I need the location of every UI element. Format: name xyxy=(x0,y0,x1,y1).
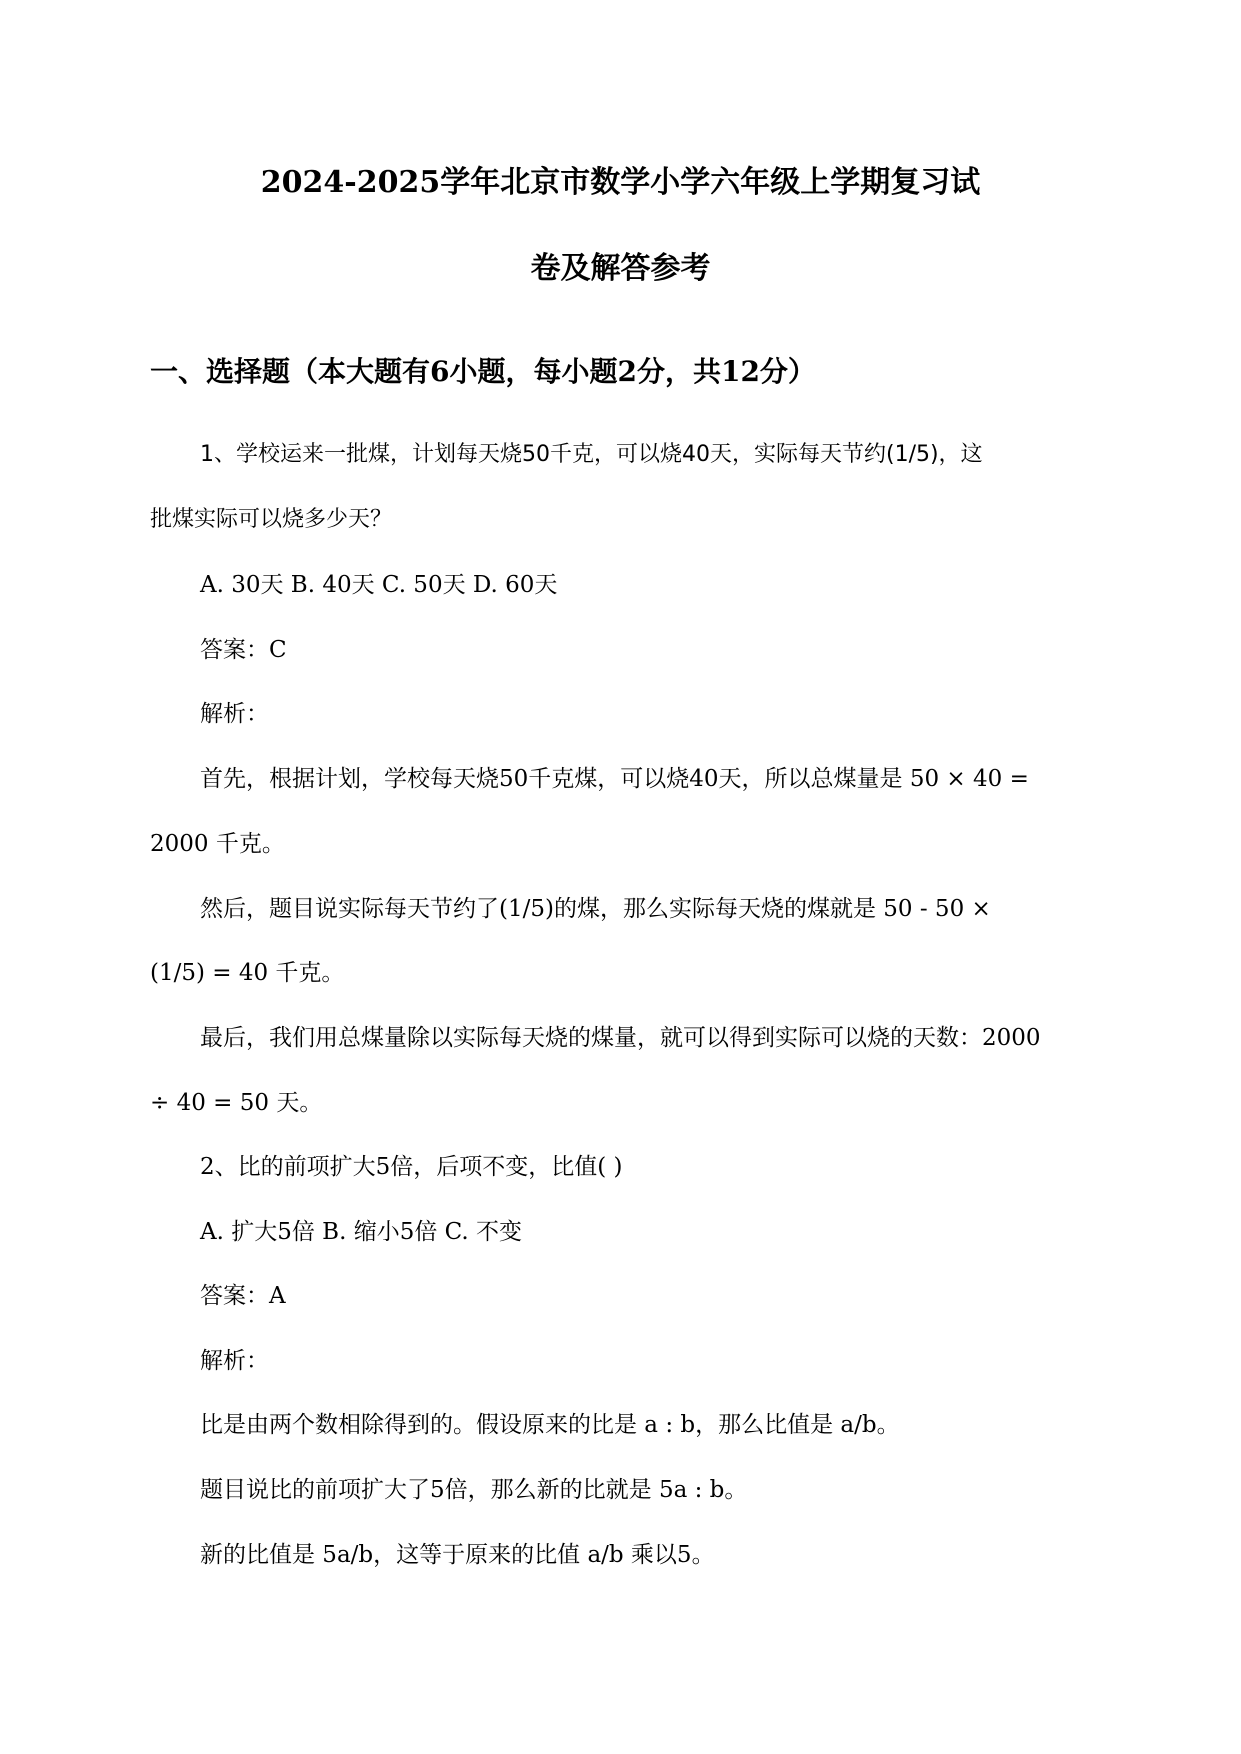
question-2-analysis-line: 题目说比的前项扩大了5倍，那么新的比就是 5a : b。 xyxy=(200,1477,748,1503)
question-1-analysis-label: 解析： xyxy=(200,701,269,727)
question-2-analysis-label: 解析： xyxy=(200,1348,269,1374)
question-1-options: A. 30天 B. 40天 C. 50天 D. 60天 xyxy=(200,572,558,598)
question-1-analysis-line: 首先，根据计划，学校每天烧50千克煤，可以烧40天，所以总煤量是 50 × 40 = xyxy=(200,766,1029,792)
question-2-analysis-line: 比是由两个数相除得到的。假设原来的比是 a : b，那么比值是 a/b。 xyxy=(200,1412,900,1438)
question-1-stem-line-1: 1、学校运来一批煤，计划每天烧50千克，可以烧40天，实际每天节约(1/5)，这 xyxy=(200,442,983,467)
question-1-answer: 答案：C xyxy=(200,637,287,663)
question-1-analysis-line: 最后，我们用总煤量除以实际每天烧的煤量，就可以得到实际可以烧的天数：2000 xyxy=(200,1025,1041,1051)
question-2-options: A. 扩大5倍 B. 缩小5倍 C. 不变 xyxy=(200,1219,523,1245)
question-1-analysis-line: ÷ 40 = 50 天。 xyxy=(150,1090,323,1116)
section-heading-multiple-choice: 一、选择题（本大题有6小题，每小题2分，共12分） xyxy=(150,355,816,388)
question-2-analysis-line: 新的比值是 5a/b，这等于原来的比值 a/b 乘以5。 xyxy=(200,1542,715,1568)
document-title-line-1: 2024-2025学年北京市数学小学六年级上学期复习试 xyxy=(260,165,981,200)
question-2-stem: 2、比的前项扩大5倍，后项不变，比值( ) xyxy=(200,1154,623,1180)
question-1-analysis-line: 然后，题目说实际每天节约了(1/5)的煤，那么实际每天烧的煤就是 50 - 50 × xyxy=(200,896,991,922)
question-1-analysis-line: 2000 千克。 xyxy=(150,831,285,857)
question-1-analysis-line: (1/5) = 40 千克。 xyxy=(150,960,345,986)
document-title-line-2: 卷及解答参考 xyxy=(530,251,711,286)
question-1-stem-line-2: 批煤实际可以烧多少天？ xyxy=(150,507,393,532)
question-2-answer: 答案：A xyxy=(200,1283,286,1309)
